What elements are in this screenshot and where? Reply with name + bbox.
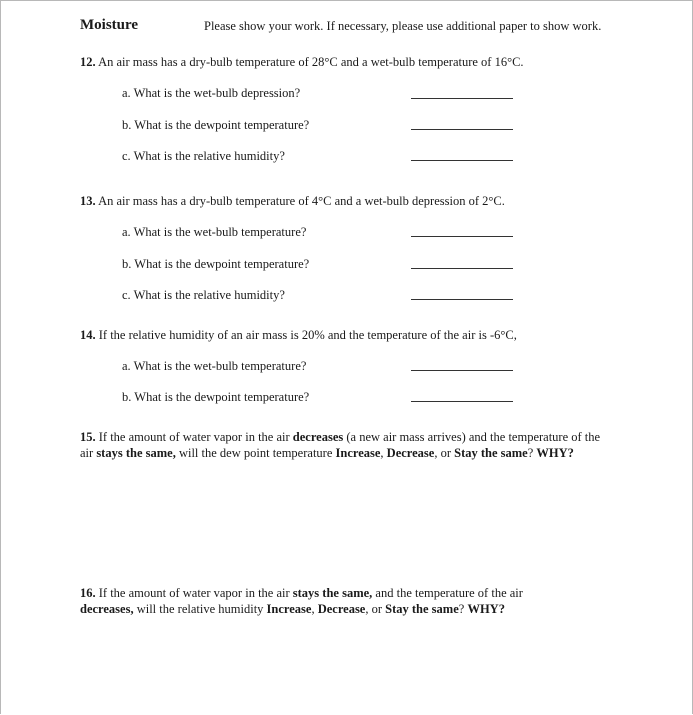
question-number: 13.	[80, 194, 96, 208]
q13-sub-c: c. What is the relative humidity?	[122, 288, 285, 302]
q13-sub-a: a. What is the wet-bulb temperature?	[122, 225, 307, 239]
question-number: 14.	[80, 328, 96, 342]
emphasis-text: Decrease	[386, 445, 435, 460]
question-16	[80, 586, 570, 617]
q12-sub-a: a. What is the wet-bulb depression?	[122, 86, 301, 100]
instructions-text: Please show your work. If necessary, please use additional paper to show work.	[204, 19, 602, 33]
question-text: If the amount of water vapor in the air	[95, 586, 293, 600]
q12-sub-b: b. What is the dewpoint temperature?	[122, 118, 310, 132]
emphasis-text: decreases,	[80, 601, 134, 616]
question-text: and the temperature of the air	[372, 586, 523, 600]
question-text: , or	[365, 601, 386, 616]
emphasis-text: Increase	[335, 445, 381, 460]
question-text: If the amount of water vapor in the air	[95, 430, 293, 444]
question-number: 12.	[80, 55, 96, 69]
emphasis-text: Stay the same	[454, 445, 528, 460]
q12-answer-a-line[interactable]	[411, 98, 513, 99]
question-text: ,	[380, 445, 387, 460]
question-14	[80, 328, 517, 343]
question-text: ,	[311, 601, 318, 616]
question-text: ?	[458, 601, 468, 616]
q12-answer-b-line[interactable]	[411, 129, 513, 130]
question-number: 15.	[80, 430, 96, 444]
question-text: , or	[434, 445, 455, 460]
question-15	[80, 430, 615, 461]
worksheet-title: Moisture	[80, 17, 139, 33]
q12-sub-c: c. What is the relative humidity?	[122, 149, 285, 163]
question-number: 16.	[80, 586, 96, 600]
q13-sub-b: b. What is the dewpoint temperature?	[122, 257, 310, 271]
question-text: ?	[527, 445, 537, 460]
q14-sub-b: b. What is the dewpoint temperature?	[122, 390, 310, 404]
q14-answer-b-line[interactable]	[411, 401, 513, 402]
q14-answer-a-line[interactable]	[411, 370, 513, 371]
emphasis-text: Increase	[266, 601, 312, 616]
question-text: If the relative humidity of an air mass is 20% and the temperature of the air is -6°C,	[98, 328, 517, 342]
question-text: (a new air mass arrives) and the temperature of the air	[80, 430, 601, 460]
emphasis-text: stays the same,	[96, 445, 176, 460]
emphasis-text: decreases	[292, 430, 344, 444]
emphasis-text: WHY?	[536, 445, 574, 460]
q13-answer-b-line[interactable]	[411, 268, 513, 269]
q12-answer-c-line[interactable]	[411, 160, 513, 161]
emphasis-text: WHY?	[467, 601, 505, 616]
question-12	[80, 55, 524, 70]
emphasis-text: Decrease	[317, 601, 366, 616]
emphasis-text: stays the same,	[292, 586, 373, 600]
emphasis-text: Stay the same	[385, 601, 459, 616]
q13-answer-c-line[interactable]	[411, 299, 513, 300]
question-text: An air mass has a dry-bulb temperature of 28°C and a wet-bulb temperature of 16°C.	[98, 55, 524, 69]
q14-sub-a: a. What is the wet-bulb temperature?	[122, 359, 307, 373]
question-13	[80, 194, 505, 209]
question-text: will the dew point temperature	[175, 445, 336, 460]
q13-answer-a-line[interactable]	[411, 236, 513, 237]
question-text: An air mass has a dry-bulb temperature of 4°C and a wet-bulb depression of 2°C.	[98, 194, 505, 208]
question-text: will the relative humidity	[133, 601, 267, 616]
